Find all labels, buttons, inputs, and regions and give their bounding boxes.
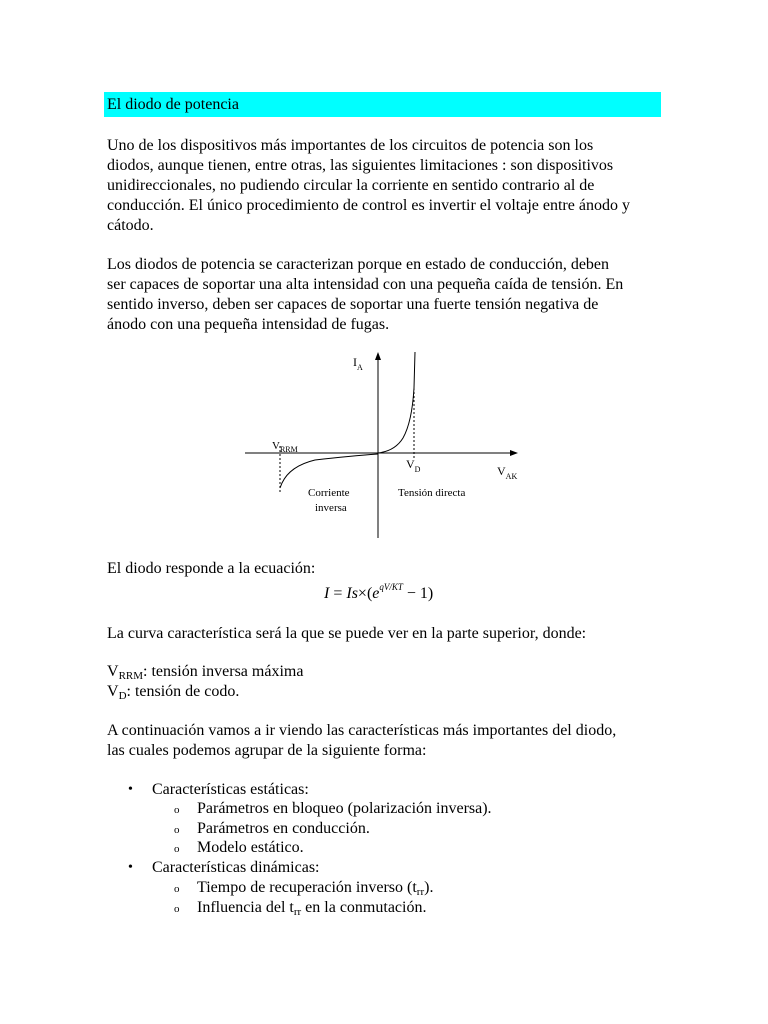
list-item-static: Características estáticas:	[152, 781, 309, 798]
definitions	[107, 662, 667, 702]
list-item-dynamic: Características dinámicas:	[152, 859, 320, 876]
reverse-current-label-1: Corriente	[308, 487, 350, 499]
sub-bullet-icon: o	[174, 843, 180, 855]
grouping-paragraph	[107, 721, 667, 761]
text-line: A continuación vamos a ir viendo las características más importantes del diodo,	[107, 722, 617, 739]
reverse-current-label-2: inversa	[315, 502, 347, 514]
text-line: Uno de los dispositivos más importantes de los circuitos de potencia son los	[107, 137, 594, 154]
definition-vrrm: $V_{RRM}$: tensión inversa máxima	[107, 663, 304, 682]
equation-minus-one: − 1)	[402, 585, 434, 602]
equation-open: (	[366, 585, 373, 602]
intro-paragraph	[107, 136, 667, 236]
equation-exponent: qV/KT	[379, 582, 403, 592]
bullet-icon: •	[128, 860, 133, 875]
forward-curve	[378, 352, 415, 453]
sub-bullet-icon: o	[174, 903, 180, 915]
x-axis-label: $V_{AK}$	[497, 464, 518, 481]
list-item-conduction: Parámetros en conducción.	[197, 820, 370, 837]
equation-lhs: I	[324, 585, 330, 602]
equation-times: ×	[357, 585, 367, 602]
vd-label: $V_D$	[406, 457, 421, 474]
list-item-switching: Influencia del $t_{rr}$ en la conmutación.	[197, 899, 427, 918]
definition-vd: $V_D$: tensión de codo.	[107, 683, 240, 702]
text-line: sentido inverso, deben ser capaces de soportar una fuerte tensión negativa de	[107, 296, 599, 313]
equation-equals: =	[333, 585, 343, 602]
sub-bullet-icon: o	[174, 883, 180, 895]
y-axis-arrow	[375, 352, 381, 360]
equation-e: e	[372, 585, 380, 602]
section-title: El diodo de potencia	[104, 92, 661, 117]
forward-voltage-label: Tensión directa	[398, 487, 466, 499]
reverse-curve	[280, 454, 378, 488]
curve-description: La curva característica será la que se puede ver en la parte superior, donde:	[107, 625, 587, 642]
sub-bullet-icon: o	[174, 804, 180, 816]
equation-intro: El diodo responde a la ecuación:	[107, 560, 316, 577]
text-line: Los diodos de potencia se caracterizan porque en estado de conducción, deben	[107, 256, 610, 273]
list-item-blocking: Parámetros en bloqueo (polarización inversa).	[197, 800, 492, 817]
text-line: conducción. El único procedimiento de control es invertir el voltaje entre ánodo y	[107, 197, 630, 214]
text-line: unidireccionales, no pudiendo circular la corriente en sentido contrario al de	[107, 177, 595, 194]
text-line: las cuales podemos agrupar de la siguiente forma:	[107, 742, 427, 759]
iv-curve-svg	[240, 348, 530, 543]
text-line: diodos, aunque tienen, entre otras, las siguientes limitaciones : son dispositivos	[107, 157, 614, 174]
diode-equation	[324, 582, 433, 603]
vrrm-label: $V_{RRM}$	[272, 440, 298, 454]
text-line: ser capaces de soportar una alta intensidad con una pequeña caída de tensión. En	[107, 276, 624, 293]
y-axis-label: $I_A$	[353, 355, 363, 372]
characteristics-paragraph	[107, 255, 667, 335]
diode-iv-curve-figure	[240, 348, 530, 543]
list-item-static-model: Modelo estático.	[197, 839, 304, 856]
list-item-recovery-time: Tiempo de recuperación inverso $(t_{rr})$.	[197, 879, 434, 898]
bullet-icon: •	[128, 782, 133, 797]
text-line: cátodo.	[107, 217, 154, 234]
x-axis-arrow	[510, 450, 518, 456]
text-line: ánodo con una pequeña intensidad de fugas.	[107, 316, 390, 333]
sub-bullet-icon: o	[174, 824, 180, 836]
equation-is: Is	[346, 585, 358, 602]
